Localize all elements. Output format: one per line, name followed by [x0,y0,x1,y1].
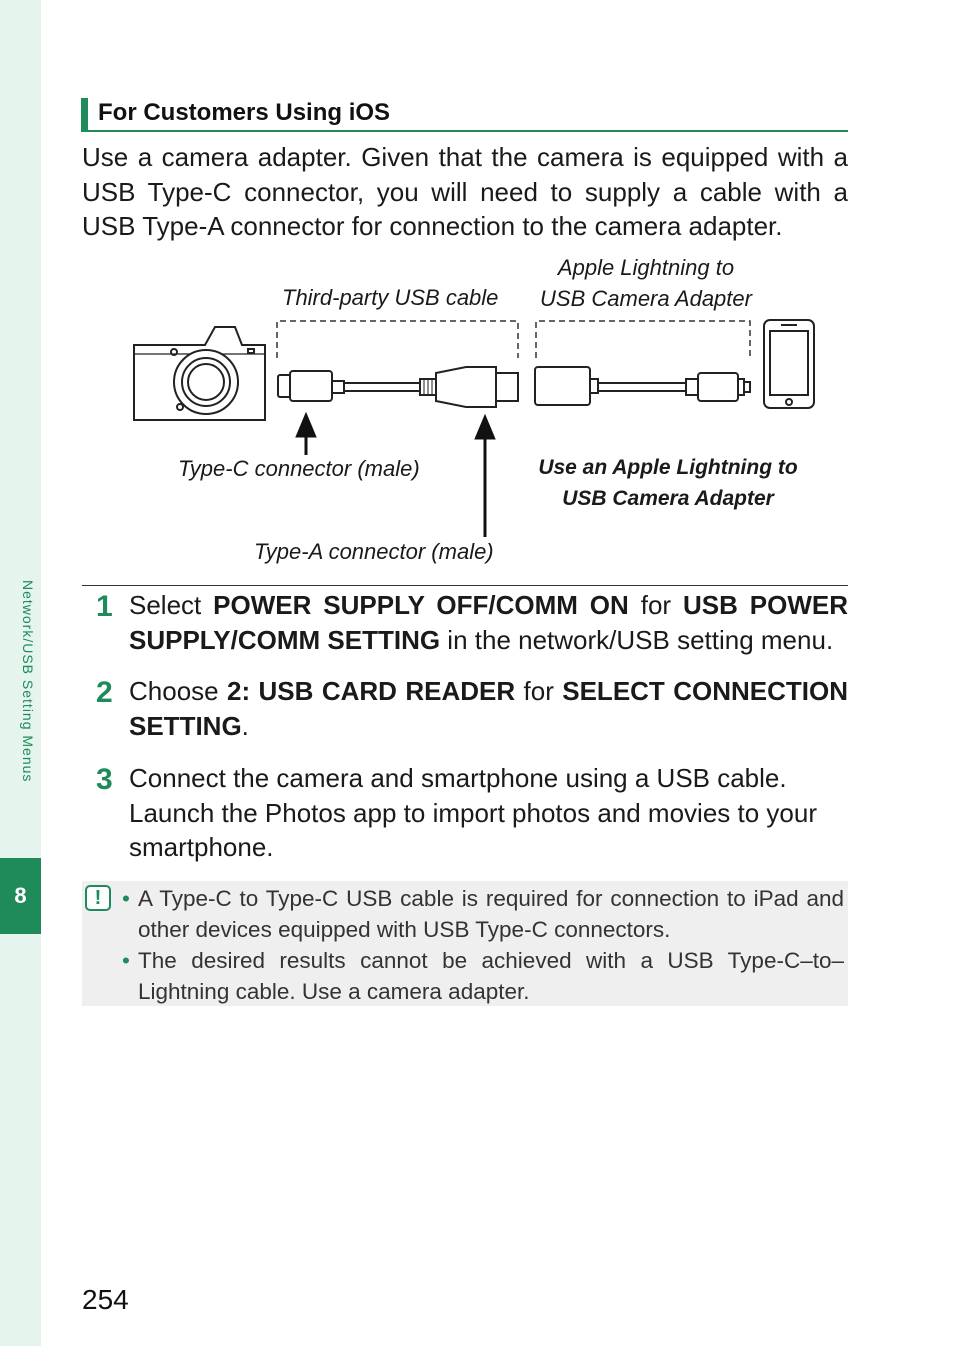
page-number: 254 [82,1284,129,1315]
section-heading [81,98,848,132]
chapter-tab[interactable]: 8 [0,858,41,934]
step-number: 3 [96,763,113,796]
note-list [122,883,844,1007]
step-text: Choose 2: USB CARD READER for SELECT CONNECTION SETTING. [129,676,848,741]
type-c-label: Type-C connector (male) [178,456,420,481]
caution-icon: ! [85,885,111,911]
menu-option: 2: USB CARD READER [227,676,516,706]
adapter-bracket [536,321,750,358]
smartphone-icon [764,320,814,408]
step-text: Select POWER SUPPLY OFF/COMM ON for USB POWER SUPPLY/COMM SETTING in the network/USB setting menu. [129,590,848,655]
step-number: 1 [96,590,113,623]
section-side-label: Network/USB Setting Menus [20,580,36,783]
step-1 [82,588,848,658]
caution-note [82,881,848,1006]
section-divider [82,585,848,586]
use-adapter-label-line2: USB Camera Adapter [562,487,774,510]
menu-item: USB POWER SUPPLY/COMM SETTING [129,590,848,655]
type-c-plug-icon [278,371,344,401]
adapter-label-line1: Apple Lightning to [557,255,735,280]
note-item: • The desired results cannot be achieved with a USB Type-C–to–Lightning cable. Use a camera adapter. [122,945,844,1007]
connection-diagram [120,255,840,575]
usb-cable [344,383,420,391]
adapter-label-line2: USB Camera Adapter [540,286,752,311]
section-heading-text: For Customers Using iOS [98,99,391,126]
step-number: 2 [96,676,113,709]
use-adapter-label-line1: Use an Apple Lightning to [538,456,798,479]
type-a-plug-icon [420,367,518,407]
step-text: Connect the camera and smartphone using a USB cable. Launch the Photos app to import photos and movies to your smartphone. [129,763,817,862]
type-c-arrow [296,413,316,455]
step-2 [82,674,848,744]
type-a-arrow [475,415,495,537]
menu-item: SELECT CONNECTION SETTING [129,676,848,741]
third-party-cable-label: Third-party USB cable [282,285,499,310]
intro-paragraph: Use a camera adapter. Given that the camera is equipped with a USB Type-C connector, you will need to supply a cable with a USB Type-A connector for connection to the camera adapter. [82,142,848,241]
sidebar [0,0,41,1346]
note-item: • A Type-C to Type-C USB cable is required for connection to iPad and other devices equipped with USB Type-C connectors. [122,883,844,945]
camera-adapter-icon [535,367,750,405]
type-a-label: Type-A connector (male) [254,539,494,564]
step-3 [82,761,848,865]
cable-bracket [277,321,518,358]
camera-icon [134,327,265,420]
menu-option: POWER SUPPLY OFF/COMM ON [213,590,629,620]
